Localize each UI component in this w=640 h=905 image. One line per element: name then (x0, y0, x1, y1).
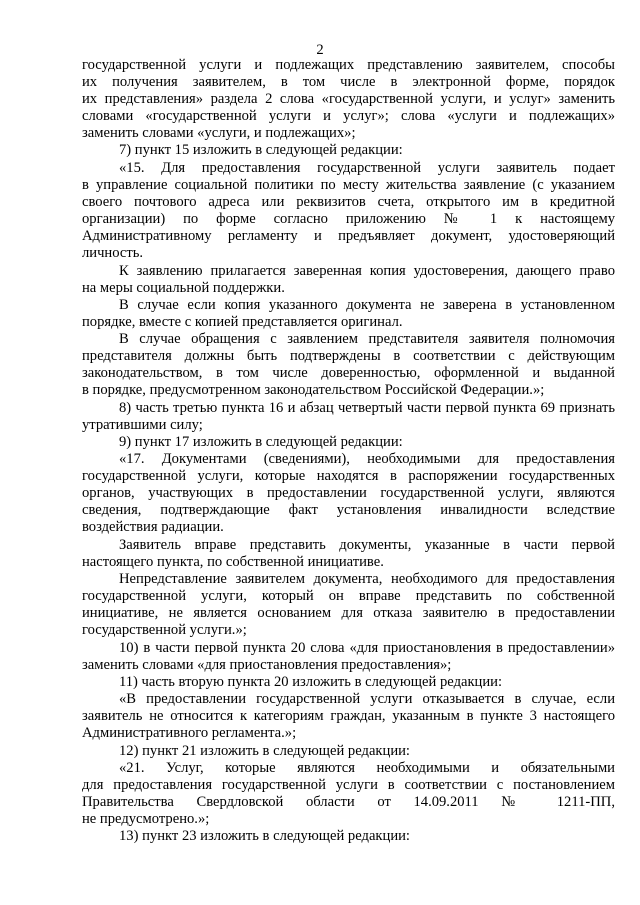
text-line: государственной услуги, который он вправе представить по собственной (82, 588, 615, 604)
text-line: «21. Услуг, которые являются необходимыми и обязательными (119, 760, 615, 776)
page-number: 2 (316, 42, 324, 58)
text-line: личность. (82, 245, 144, 261)
text-line: «17. Документами (сведениями), необходимыми для предоставления (119, 451, 615, 467)
text-line: 7) пункт 15 изложить в следующей редакции: (119, 142, 403, 158)
text-line: их получения заявителем, в том числе в электронной форме, порядок (82, 74, 615, 90)
text-line: 8) часть третью пункта 16 и абзац четвертый части первой пункта 69 признать (119, 400, 615, 416)
text-line: в порядке, предусмотренном законодательством Российской Федерации.»; (82, 382, 545, 398)
text-line: Правительства Свердловской области от 14.09.2011 № 1211-ПП, (82, 794, 615, 810)
text-line: «15. Для предоставления государственной услуги заявитель подает (119, 160, 615, 176)
text-line: представителя должны быть подтверждены в соответствии с действующим (82, 348, 615, 364)
text-line: 9) пункт 17 изложить в следующей редакции: (119, 434, 403, 450)
text-line: инициативе, не является основанием для отказа заявителю в предоставлении (82, 605, 615, 621)
text-line: Заявитель вправе представить документы, указанные в части первой (119, 537, 615, 553)
text-line: 12) пункт 21 изложить в следующей редакции: (119, 743, 410, 759)
text-line: заменить словами «для приостановления предоставления»; (82, 657, 452, 673)
text-line: государственной услуги, которые находятся в распоряжении государственных (82, 468, 615, 484)
text-line: организации) по форме согласно приложению № 1 к настоящему (82, 211, 615, 227)
text-line: Непредставление заявителем документа, необходимого для предоставления (119, 571, 615, 587)
text-line: заявитель не относится к категориям граждан, указанным в пункте 3 настоящего (82, 708, 615, 724)
text-line: их представления» раздела 2 слова «государственной услуги, и услуг» заменить (82, 91, 615, 107)
text-line: не предусмотрено.»; (82, 811, 210, 827)
text-line: 11) часть вторую пункта 20 изложить в следующей редакции: (119, 674, 503, 690)
text-line: заменить словами «услуги, и подлежащих»; (82, 125, 356, 141)
text-line: законодательством, в том числе доверенностью, оформленной и выданной (82, 365, 615, 381)
text-line: в управление социальной политики по месту жительства заявление (с указанием (82, 177, 615, 193)
text-line: своего почтового адреса или реквизитов счета, открытого им в кредитной (82, 194, 615, 210)
text-line: 13) пункт 23 изложить в следующей редакции: (119, 828, 410, 844)
text-line: К заявлению прилагается заверенная копия удостоверения, дающего право (119, 263, 615, 279)
text-line: утратившими силу; (82, 417, 203, 433)
text-line: В случае обращения с заявлением представителя заявителя полномочия (119, 331, 615, 347)
text-line: В случае если копия указанного документа не заверена в установленном (119, 297, 615, 313)
text-line: 10) в части первой пункта 20 слова «для приостановления в предоставлении» (119, 640, 615, 656)
text-line: настоящего пункта, по собственной инициативе. (82, 554, 384, 570)
text-line: государственной услуги и подлежащих представлению заявителем, способы (82, 57, 615, 73)
text-line: для предоставления государственной услуги в соответствии с постановлением (82, 777, 615, 793)
text-line: Административному регламенту и предъявляет документ, удостоверяющий (82, 228, 615, 244)
text-line: «В предоставлении государственной услуги отказывается в случае, если (119, 691, 615, 707)
text-line: воздействия радиации. (82, 519, 224, 535)
text-line: Административного регламента.»; (82, 725, 297, 741)
text-line: сведения, подтверждающие факт установления инвалидности вследствие (82, 502, 615, 518)
text-line: государственной услуги.»; (82, 622, 247, 638)
text-line: словами «государственной услуги и услуг»; слова «услуги и подлежащих» (82, 108, 615, 124)
text-line: на меры социальной поддержки. (82, 280, 285, 296)
text-line: органов, участвующих в предоставлении государственной услуги, являются (82, 485, 615, 501)
text-line: порядке, вместе с копией представляется оригинал. (82, 314, 403, 330)
